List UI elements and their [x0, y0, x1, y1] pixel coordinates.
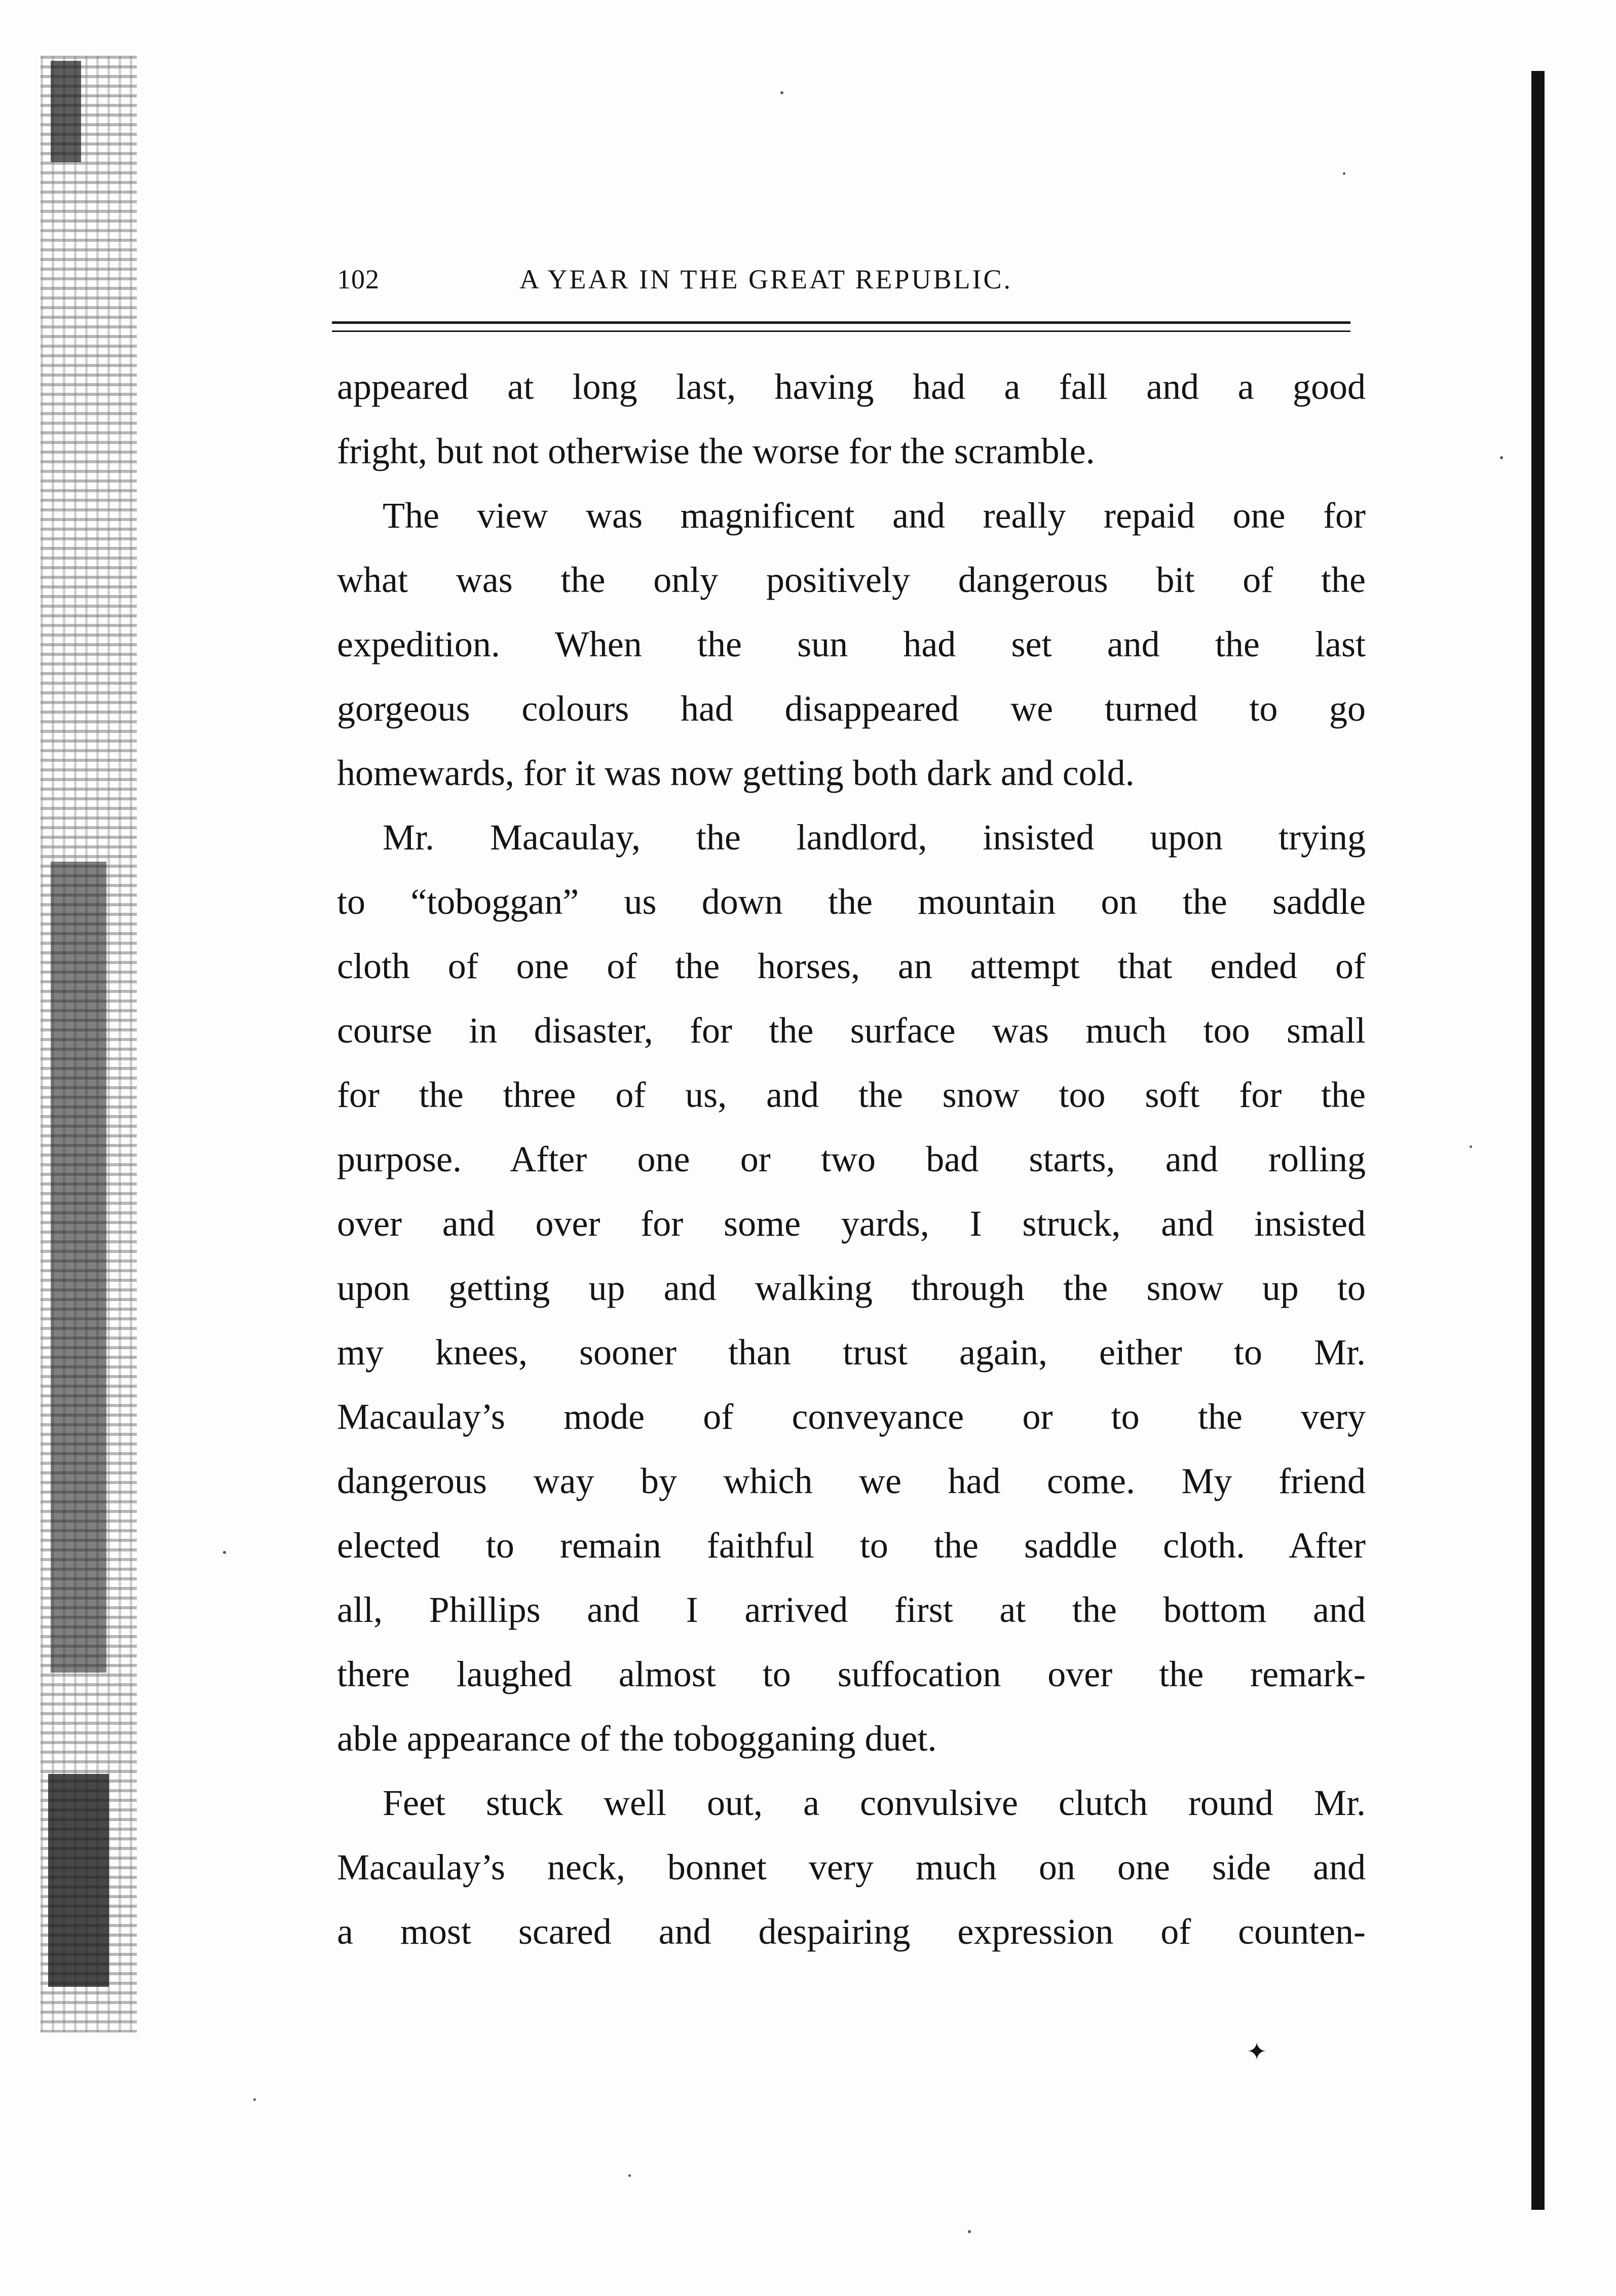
dust-speck [1500, 456, 1503, 459]
text-line: Feet stuck well out, a convulsive clutch round Mr. [383, 1783, 1366, 1823]
text-line: gorgeous colours had disappeared we turned to go [337, 688, 1366, 729]
text-line: elected to remain faithful to the saddle cloth. After [337, 1525, 1366, 1566]
gutter-dark-block [48, 1774, 109, 1987]
dust-speck [628, 2174, 631, 2177]
dust-speck [223, 1551, 226, 1554]
text-line: there laughed almost to suffocation over the remark- [337, 1654, 1366, 1694]
text-line: appeared at long last, having had a fall and a good [337, 366, 1366, 407]
text-line: over and over for some yards, I struck, and insisted [337, 1203, 1366, 1244]
text-line: upon getting up and walking through the snow up to [337, 1268, 1366, 1308]
header-rule-top [332, 321, 1350, 324]
dust-speck [253, 2098, 256, 2101]
text-line: The view was magnificent and really repaid one for [383, 495, 1366, 536]
text-line: expedition. When the sun had set and the last [337, 624, 1366, 664]
running-title: A YEAR IN THE GREAT REPUBLIC. [519, 264, 1013, 294]
text-line: Macaulay’s neck, bonnet very much on one side and [337, 1847, 1366, 1887]
page-number: 102 [337, 264, 380, 294]
text-line: able appearance of the tobogganing duet. [337, 1718, 937, 1759]
text-line: to “toboggan” us down the mountain on the saddle [337, 881, 1366, 922]
dust-speck [1343, 172, 1345, 175]
text-line: homewards, for it was now getting both dark and cold. [337, 753, 1135, 793]
ink-mark-icon: ✦ [1247, 2039, 1267, 2065]
text-line: purpose. After one or two bad starts, and rolling [337, 1139, 1366, 1179]
body-text [337, 355, 1366, 1964]
gutter-dark-block [51, 862, 106, 1673]
header-rule-bottom [332, 330, 1350, 332]
dust-speck [1470, 1145, 1472, 1148]
dust-speck [968, 2230, 971, 2233]
text-line: Mr. Macaulay, the landlord, insisted upon trying [383, 817, 1366, 858]
page-edge-bar [1531, 71, 1545, 2210]
text-line: Macaulay’s mode of conveyance or to the very [337, 1396, 1366, 1437]
text-line: my knees, sooner than trust again, either to Mr. [337, 1332, 1366, 1373]
dust-speck [780, 91, 783, 94]
text-line: all, Phillips and I arrived first at the bottom and [337, 1589, 1366, 1630]
running-head [337, 264, 1350, 304]
text-line: course in disaster, for the surface was much too small [337, 1010, 1366, 1051]
text-line: for the three of us, and the snow too soft for the [337, 1075, 1366, 1115]
text-line: a most scared and despairing expression of counten- [337, 1911, 1366, 1952]
text-line: dangerous way by which we had come. My friend [337, 1461, 1366, 1501]
gutter-dark-block [51, 61, 81, 162]
text-line: fright, but not otherwise the worse for the scramble. [337, 431, 1095, 471]
text-line: what was the only positively dangerous bit of the [337, 560, 1366, 600]
text-line: cloth of one of the horses, an attempt that ended of [337, 946, 1366, 986]
